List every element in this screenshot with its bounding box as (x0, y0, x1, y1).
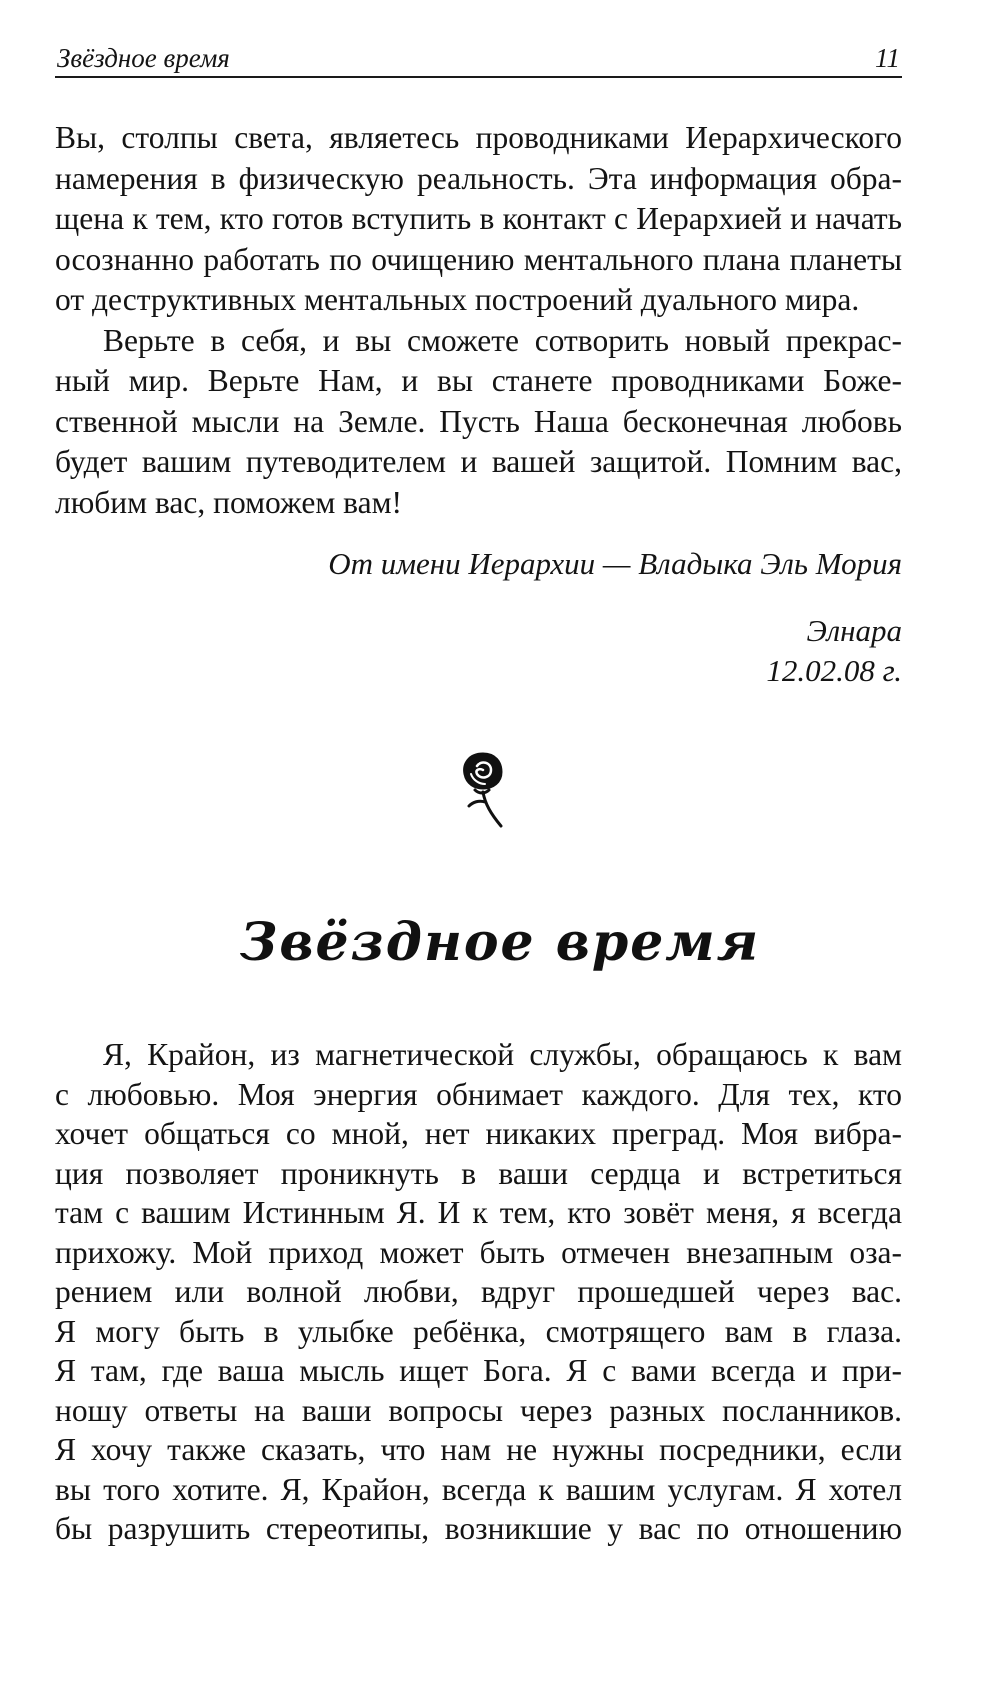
text-line: ственной мысли на Земле. Пусть Наша бесконечная любовь (55, 403, 902, 439)
text-line: Верьте в себя, и вы сможете сотворить новый прекрас- (103, 322, 902, 358)
text-line: осознанно работать по очищению ментального плана планеты (55, 241, 902, 277)
text-line: хочет общаться со мной, нет никаких преград. Моя вибра- (55, 1116, 902, 1151)
text-line: ный мир. Верьте Нам, и вы станете проводниками Боже- (55, 363, 902, 398)
first-section-text (55, 118, 902, 523)
text-line: Я хочу также сказать, что нам не нужны посредники, если (55, 1432, 902, 1467)
section-title: Звёздное время (239, 912, 761, 973)
message-date: 12.02.08 г. (766, 653, 902, 688)
second-section-text (55, 1035, 902, 1549)
text-line: щена к тем, кто готов вступить в контакт с Иерархией и начать (55, 201, 902, 236)
text-line: ция позволяет проникнуть в ваши сердца и встретиться (55, 1155, 902, 1191)
paragraph (55, 1035, 902, 1549)
running-header (55, 42, 902, 78)
text-line: будет вашим путеводителем и вашей защитой. Помним вас, (55, 444, 902, 479)
text-line: ношу ответы на ваши вопросы через разных посланников. (55, 1392, 902, 1428)
text-line: от деструктивных ментальных построений дуального мира. (55, 282, 860, 317)
text-line: рением или волной любви, вдруг прошедшей через вас. (55, 1274, 902, 1309)
text-line: Я могу быть в улыбке ребёнка, смотрящего вам в глаза. (55, 1313, 902, 1349)
paragraph (55, 321, 902, 524)
text-line: бы разрушить стереотипы, возникшие у вас по отношению (55, 1511, 902, 1546)
signature-line: От имени Иерархии — Владыка Эль Мория (328, 546, 902, 581)
text-line: там с вашим Истинным Я. И к тем, кто зовёт меня, я всегда (55, 1195, 902, 1230)
text-line: намерения в физическую реальность. Эта информация обра- (55, 160, 902, 196)
rose-icon (455, 748, 511, 838)
text-line: вы того хотите. Я, Крайон, всегда к вашим услугам. Я хотел (55, 1471, 902, 1507)
author-name: Элнара (806, 613, 902, 648)
text-line: Вы, столпы света, являетесь проводниками Иерархического (55, 120, 902, 155)
text-line: с любовью. Моя энергия обнимает каждого. Для тех, кто (55, 1076, 902, 1112)
text-line: любим вас, поможем вам! (55, 484, 403, 520)
paragraph (55, 118, 902, 321)
page-number: 11 (875, 43, 900, 73)
text-line: прихожу. Мой приход может быть отмечен внезапным оза- (55, 1234, 902, 1270)
text-line: Я, Крайон, из магнетической службы, обращаюсь к вам (103, 1037, 902, 1072)
running-title: Звёздное время (57, 43, 230, 73)
text-line: Я там, где ваша мысль ищет Бога. Я с вами всегда и при- (55, 1353, 902, 1388)
